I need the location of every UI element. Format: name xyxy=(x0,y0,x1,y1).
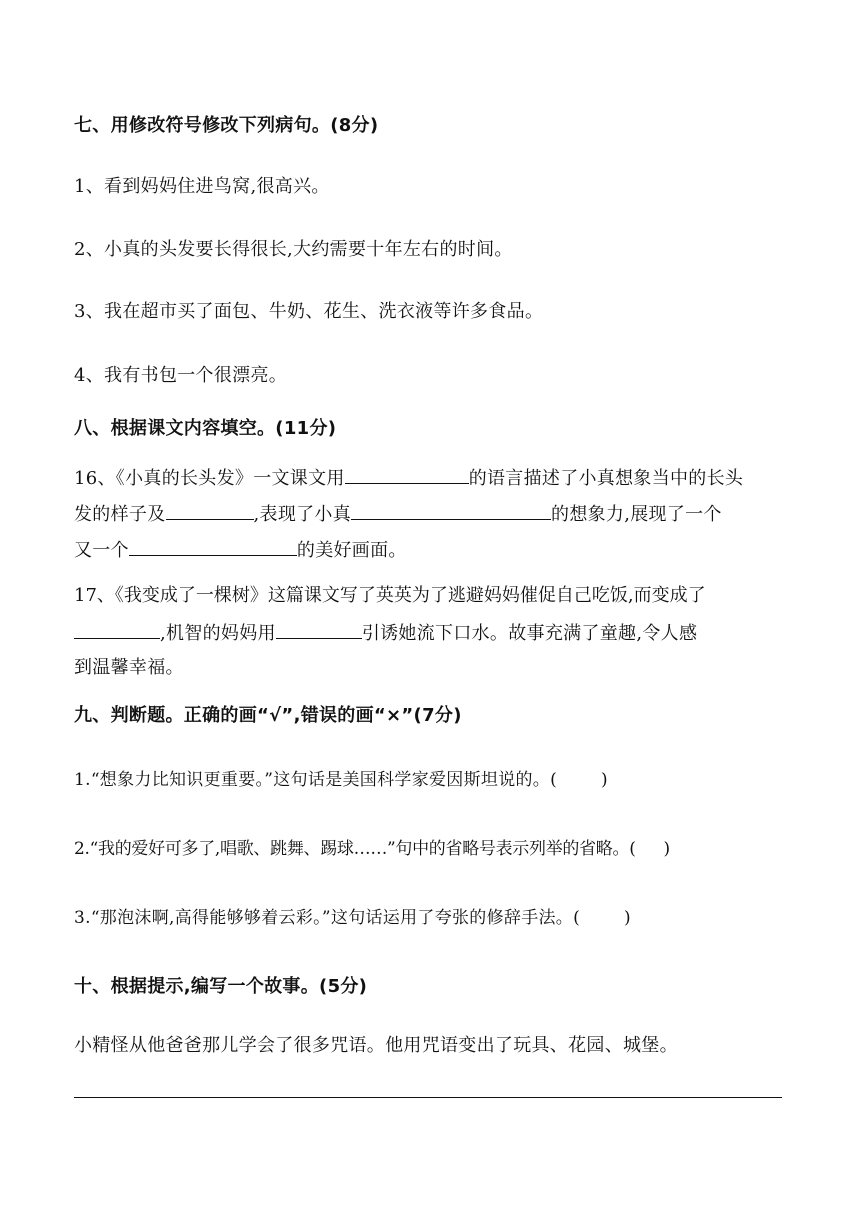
q16-text-1b: 的语言描述了小真想象当中的长头 xyxy=(468,468,744,489)
q16-text-2a: 发的样子及 xyxy=(74,504,166,525)
q16-text-3a: 又一个 xyxy=(74,540,129,561)
section7-item-2: 2、小真的头发要长得很长,大约需要十年左右的时间。 xyxy=(74,239,513,260)
judge-item-3-text: 3.“那泡沫啊,高得能够够着云彩。”这句话运用了夸张的修辞手法。( xyxy=(74,908,581,928)
q16-blank-3[interactable] xyxy=(351,501,551,520)
section9-heading: 九、判断题。正确的画“√”,错误的画“×”(7分) xyxy=(74,705,462,726)
section8-heading: 八、根据课文内容填空。(11分) xyxy=(74,418,337,439)
section7-item-3: 3、我在超市买了面包、牛奶、花生、洗衣液等许多食品。 xyxy=(74,301,544,322)
story-answer-line[interactable] xyxy=(74,1097,782,1098)
judge-item-1-text: 1.“想象力比知识更重要。”这句话是美国科学家爱因斯坦说的。( xyxy=(74,770,558,790)
section7-item-1: 1、看到妈妈住进鸟窝,很高兴。 xyxy=(74,176,330,197)
judge-item-2-text: 2.“我的爱好可多了,唱歌、跳舞、踢球……”句中的省略号表示列举的省略。( xyxy=(74,839,636,859)
q16-text-3b: 的美好画面。 xyxy=(296,540,407,561)
q17-text-2b: 引诱她流下口水。故事充满了童趣,令人感 xyxy=(361,623,698,644)
judge-item-3-close: ) xyxy=(624,908,631,928)
q16-blank-1[interactable] xyxy=(345,465,469,484)
q16-blank-2[interactable] xyxy=(166,501,254,520)
section10-heading: 十、根据提示,编写一个故事。(5分) xyxy=(74,976,368,997)
section7-heading: 七、用修改符号修改下列病句。(8分) xyxy=(74,115,379,136)
q16-text-1a: 16、《小真的长头发》一文课文用 xyxy=(74,468,345,489)
judge-item-2 xyxy=(74,837,794,861)
q16-text-2b: ,表现了小真 xyxy=(253,504,352,525)
q17-text-2a: ,机智的妈妈用 xyxy=(160,623,276,644)
q17-blank-2[interactable] xyxy=(276,620,362,639)
judge-item-1 xyxy=(74,768,794,792)
q17-line-2 xyxy=(74,620,794,646)
q16-line-1 xyxy=(74,465,794,491)
section10-prompt: 小精怪从他爸爸那儿学会了很多咒语。他用咒语变出了玩具、花园、城堡。 xyxy=(74,1035,678,1056)
q17-line-1: 17、《我变成了一棵树》这篇课文写了英英为了逃避妈妈催促自己吃饭,而变成了 xyxy=(74,585,706,606)
q16-line-3 xyxy=(74,537,794,563)
q16-text-2c: 的想象力,展现了一个 xyxy=(551,504,722,525)
q17-blank-1[interactable] xyxy=(74,620,160,639)
judge-item-2-close: ) xyxy=(663,839,670,859)
q16-line-2 xyxy=(74,501,794,527)
q17-line-3: 到温馨幸福。 xyxy=(74,657,184,678)
section7-item-4: 4、我有书包一个很漂亮。 xyxy=(74,365,288,386)
judge-item-1-close: ) xyxy=(601,770,608,790)
q16-blank-4[interactable] xyxy=(129,537,297,556)
judge-item-3 xyxy=(74,906,794,930)
